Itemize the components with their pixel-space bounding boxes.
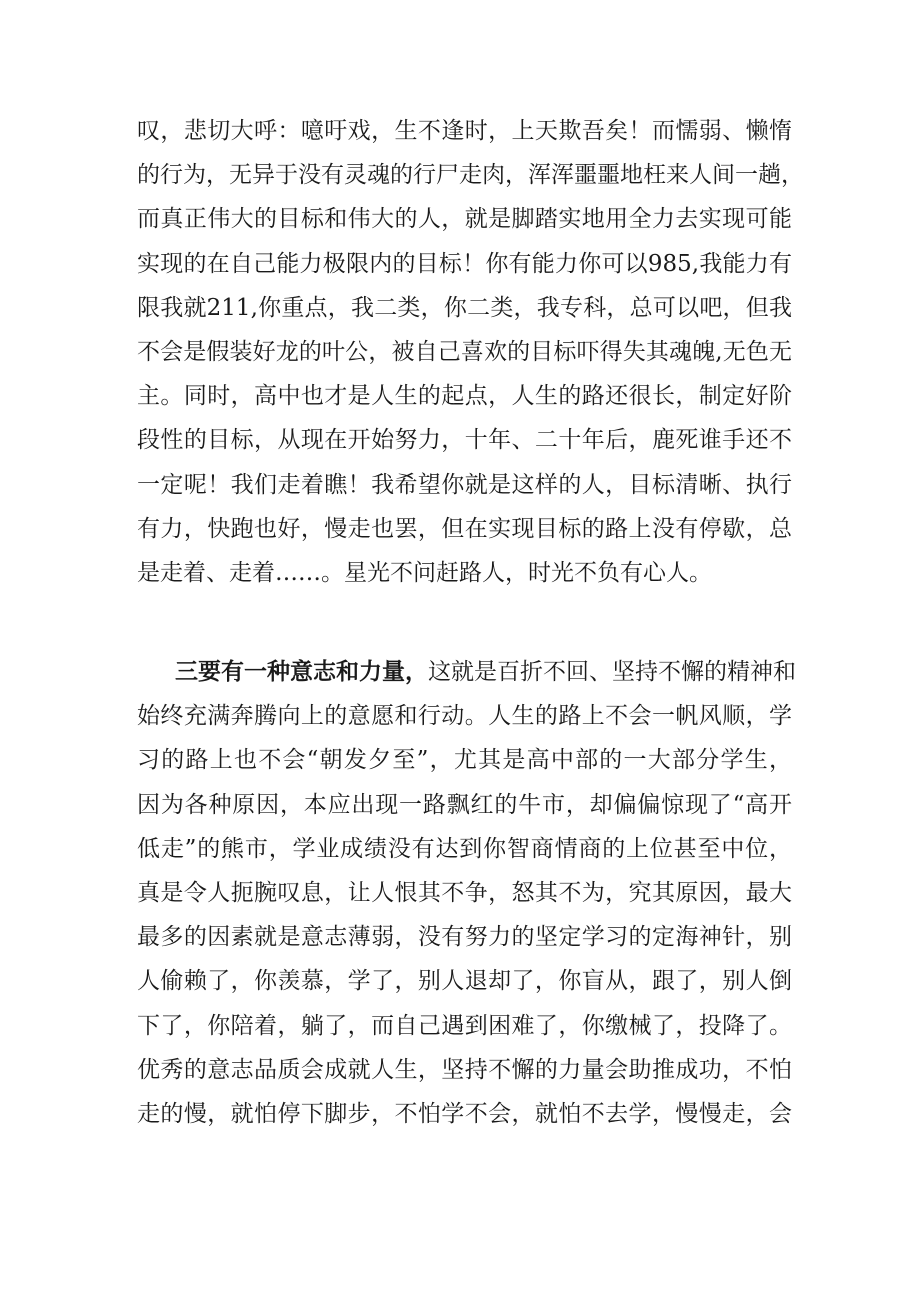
paragraph-line: 段性的目标，从现在开始努力，十年、二十年后，鹿死谁手还不 <box>137 427 792 454</box>
paragraph-first-line <box>137 650 796 694</box>
paragraph-line: 限我就211,你重点，我二类，你二类，我专科，总可以吧，但我 <box>137 294 792 321</box>
paragraph-line: 因为各种原因，本应出现一路飘红的牛市，却偏偏惊现了“高开 <box>137 791 792 818</box>
paragraph-line: 是走着、走着……。星光不问赶路人，时光不负有心人。 <box>137 559 712 586</box>
paragraph-line: 人偷赖了，你羡慕，学了，别人退却了，你盲从，跟了，别人倒 <box>137 968 792 995</box>
paragraph-2 <box>137 650 796 1136</box>
paragraph-line: 实现的在自己能力极限内的目标！你有能力你可以985,我能力有 <box>137 250 792 277</box>
paragraph-line: 下了，你陪着，躺了，而自己遇到困难了，你缴械了，投降了。 <box>137 1012 792 1039</box>
paragraph-line: 习的路上也不会“朝发夕至”，尤其是高中部的一大部分学生， <box>137 747 792 774</box>
paragraph-line: 一定呢！我们走着瞧！我希望你就是这样的人，目标清晰、执行 <box>137 471 792 498</box>
paragraph-line: 叹，悲切大呼：噫吁戏，生不逢时，上天欺吾矣！而懦弱、懒惰 <box>137 118 792 144</box>
paragraph-line: 而真正伟大的目标和伟大的人，就是脚踏实地用全力去实现可能 <box>137 206 792 233</box>
paragraph-line: 始终充满奔腾向上的意愿和行动。人生的路上不会一帆风顺，学 <box>137 703 792 730</box>
paragraph-first-line-rest: 这就是百折不回、坚持不懈的精神和 <box>428 659 796 685</box>
paragraph-lead-heading: 三要有一种意志和力量， <box>175 658 428 685</box>
paragraph-line: 走的慢，就怕停下脚步，不怕学不会，就怕不去学，慢慢走，会 <box>137 1100 792 1127</box>
paragraph-line: 最多的因素就是意志薄弱，没有努力的坚定学习的定海神针，别 <box>137 924 792 951</box>
paragraph-line: 有力，快跑也好，慢走也罢，但在实现目标的路上没有停歇，总 <box>137 515 792 542</box>
paragraph-line: 主。同时，高中也才是人生的起点，人生的路还很长，制定好阶 <box>137 383 792 410</box>
paragraph-1 <box>137 109 804 595</box>
paragraph-line: 低走”的熊市，学业成绩没有达到你智商情商的上位甚至中位， <box>137 835 792 862</box>
paragraph-line: 优秀的意志品质会成就人生，坚持不懈的力量会助推成功，不怕 <box>137 1056 792 1083</box>
paragraph-line: 的行为，无异于没有灵魂的行尸走肉，浑浑噩噩地枉来人间一趟， <box>137 162 804 189</box>
paragraph-line: 真是令人扼腕叹息，让人恨其不争，怒其不为，究其原因，最大 <box>137 879 792 906</box>
paragraph-line: 不会是假装好龙的叶公，被自己喜欢的目标吓得失其魂魄,无色无 <box>137 338 792 365</box>
